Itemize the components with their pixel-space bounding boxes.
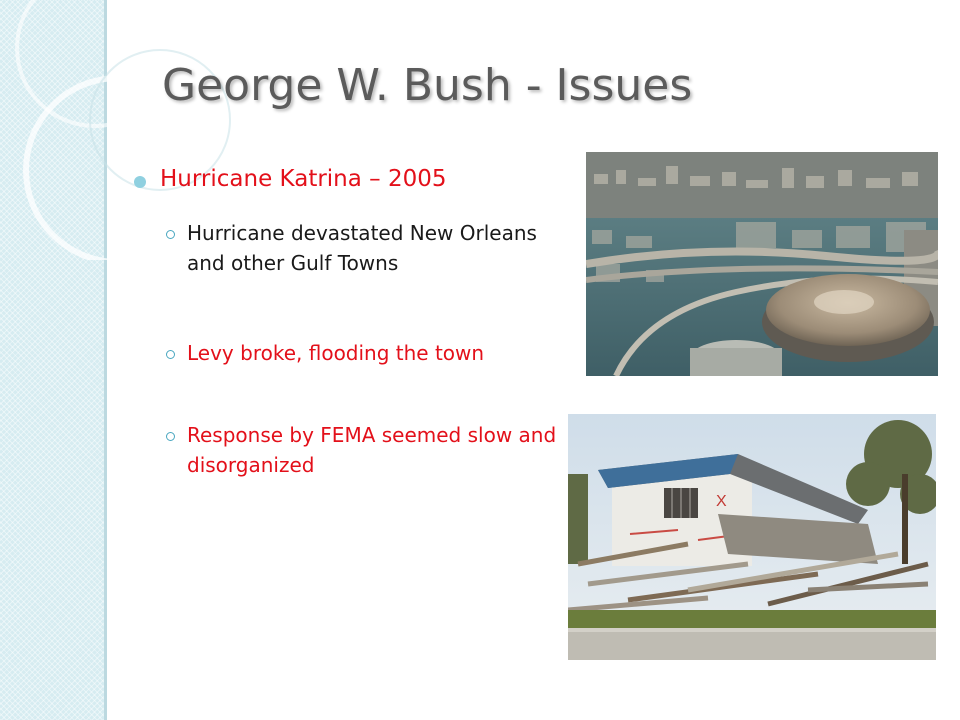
svg-text:X: X: [716, 493, 727, 510]
sub-bullet-ring-icon: [166, 350, 175, 359]
collapsed-house-photo: [568, 414, 936, 660]
sub-bullet-ring-icon: [166, 230, 175, 239]
aerial-flood-photo: [586, 152, 938, 376]
bullet-main: Hurricane Katrina – 2005: [160, 166, 447, 192]
side-decoration-band: [0, 0, 104, 720]
slide-title: George W. Bush - Issues: [162, 60, 693, 111]
sub-bullet-2: Levy broke, flooding the town: [187, 341, 485, 365]
side-divider: [104, 0, 107, 720]
sub-bullet-3: Response by FEMA seemed slow and disorganized: [187, 423, 557, 477]
sub-bullet-1: Hurricane devastated New Orleans and other Gulf Towns: [187, 221, 537, 275]
bullet-dot-icon: [134, 176, 146, 188]
sub-bullet-ring-icon: [166, 432, 175, 441]
